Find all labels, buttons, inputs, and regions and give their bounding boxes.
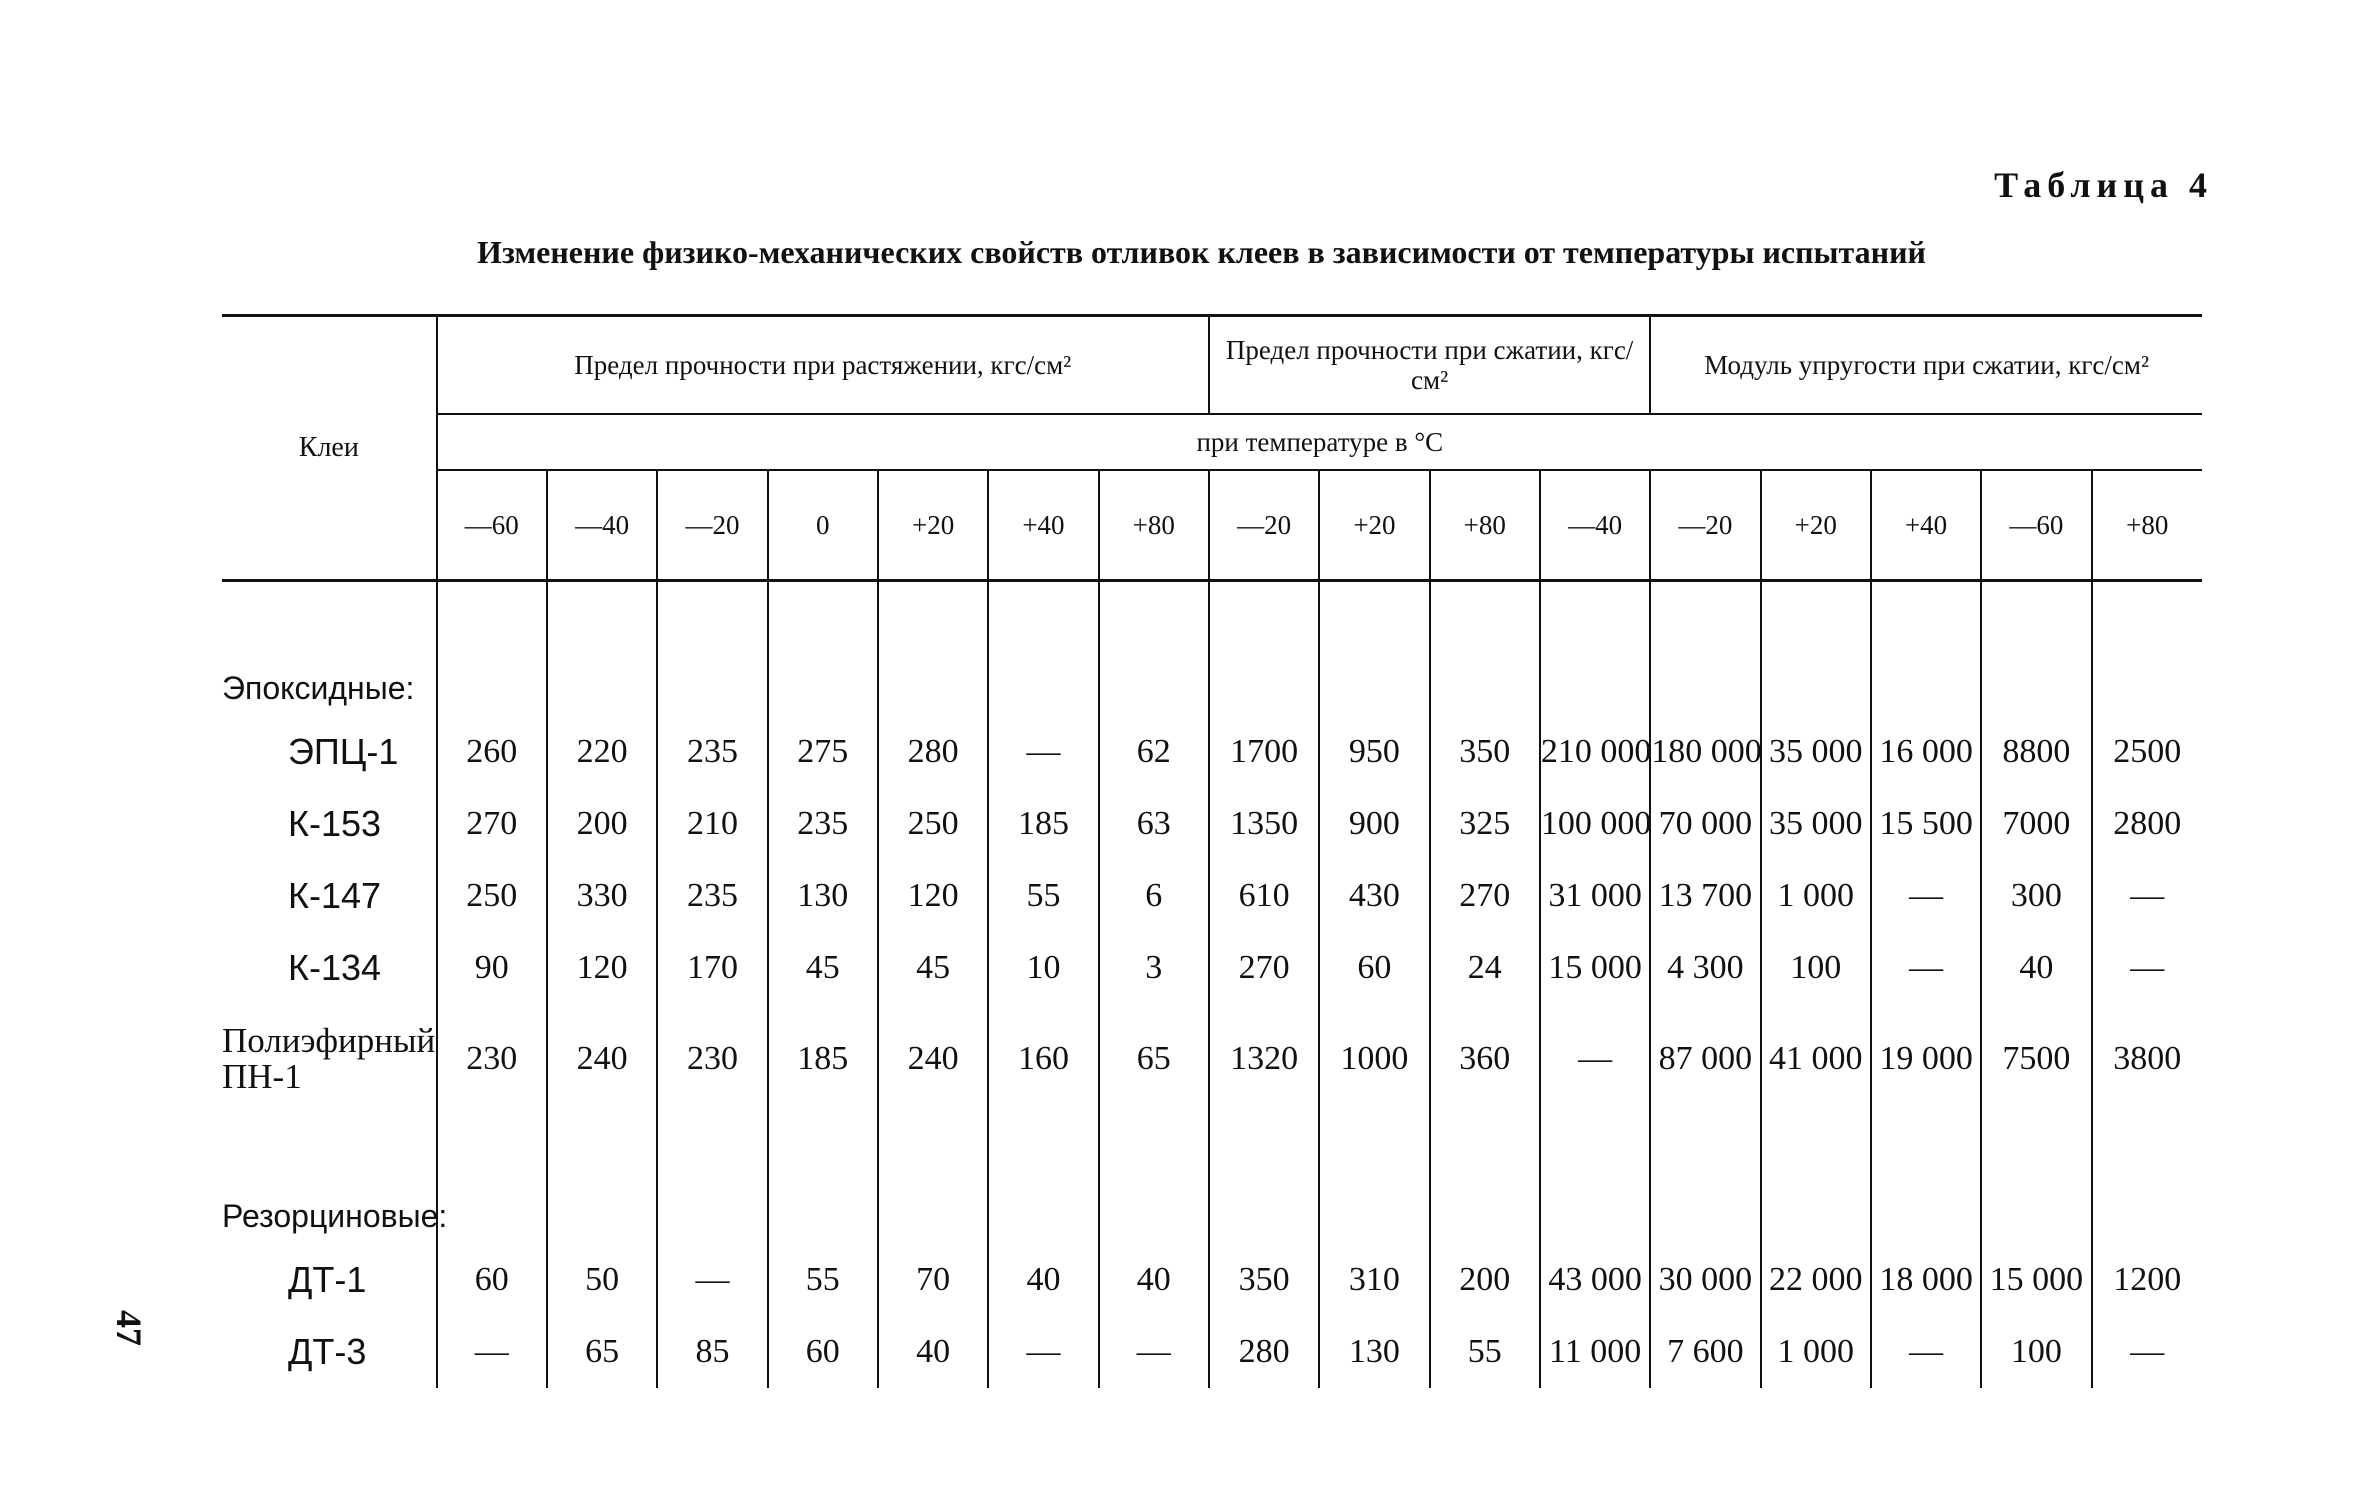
table-cell: 22 000 <box>1761 1244 1871 1316</box>
table-cell: 230 <box>437 1004 547 1114</box>
temp-header: +80 <box>1430 470 1540 581</box>
table-cell: 10 <box>988 932 1098 1004</box>
table-cell: 160 <box>988 1004 1098 1114</box>
table-cell: 24 <box>1430 932 1540 1004</box>
table-cell <box>547 581 657 607</box>
table-cell: 1000 <box>1319 1004 1429 1114</box>
table-cell <box>878 1114 988 1244</box>
table-cell: 350 <box>1430 716 1540 788</box>
table-cell: — <box>1099 1316 1209 1388</box>
table-cell <box>547 606 657 716</box>
table-cell: 15 000 <box>1540 932 1650 1004</box>
table-row <box>222 788 2202 860</box>
table-cell: — <box>2092 932 2202 1004</box>
temp-header: —60 <box>1981 470 2091 581</box>
table-cell <box>1209 1114 1319 1244</box>
table-cell <box>1099 606 1209 716</box>
table-cell <box>1981 581 2091 607</box>
table-cell: 130 <box>1319 1316 1429 1388</box>
header-group-tensile: Предел прочности при растяжении, кгс/см² <box>437 316 1209 415</box>
table-cell: 100 <box>1981 1316 2091 1388</box>
table-cell: 4 300 <box>1650 932 1760 1004</box>
table-cell: — <box>2092 860 2202 932</box>
table-cell: 120 <box>547 932 657 1004</box>
table-cell: 62 <box>1099 716 1209 788</box>
table-cell <box>1430 1114 1540 1244</box>
table-cell: 1700 <box>1209 716 1319 788</box>
table-cell: 65 <box>1099 1004 1209 1114</box>
temp-header: +20 <box>878 470 988 581</box>
table-cell: 15 000 <box>1981 1244 2091 1316</box>
table-cell: 120 <box>878 860 988 932</box>
table-cell: 35 000 <box>1761 788 1871 860</box>
spacer-row <box>222 581 2202 607</box>
table-cell: 7 600 <box>1650 1316 1760 1388</box>
table-cell: 60 <box>768 1316 878 1388</box>
temp-header: +20 <box>1319 470 1429 581</box>
table-cell: 325 <box>1430 788 1540 860</box>
row-name: ДТ-1 <box>288 1259 367 1300</box>
table-cell <box>988 606 1098 716</box>
table-cell: 310 <box>1319 1244 1429 1316</box>
table-cell: — <box>988 716 1098 788</box>
table-cell: 235 <box>768 788 878 860</box>
table-cell: 19 000 <box>1871 1004 1981 1114</box>
table-cell <box>657 606 767 716</box>
table-cell <box>1871 581 1981 607</box>
table-cell: 3800 <box>2092 1004 2202 1114</box>
table-cell: 13 700 <box>1650 860 1760 932</box>
temp-header: —60 <box>437 470 547 581</box>
row-name: Полиэфирный ПН-1 <box>222 1021 436 1096</box>
temp-header: 0 <box>768 470 878 581</box>
table-cell: 70 <box>878 1244 988 1316</box>
table-cell: 250 <box>878 788 988 860</box>
table-cell <box>1099 581 1209 607</box>
table-cell <box>1209 606 1319 716</box>
table-cell <box>1319 1114 1429 1244</box>
table-cell: 2800 <box>2092 788 2202 860</box>
table-cell: 55 <box>1430 1316 1540 1388</box>
table-cell <box>1650 606 1760 716</box>
table-caption: Изменение физико-механических свойств отливок клеев в зависимости от температуры испытаний <box>477 234 1926 270</box>
table-cell: 43 000 <box>1540 1244 1650 1316</box>
table-cell: 45 <box>768 932 878 1004</box>
table-cell <box>768 606 878 716</box>
table-cell: 15 500 <box>1871 788 1981 860</box>
table-cell: — <box>1871 860 1981 932</box>
table-cell <box>1540 581 1650 607</box>
table-cell <box>657 1114 767 1244</box>
table-cell: 250 <box>437 860 547 932</box>
table-cell: 31 000 <box>1540 860 1650 932</box>
table-cell: — <box>2092 1316 2202 1388</box>
table-cell: 270 <box>1209 932 1319 1004</box>
table-cell: 40 <box>988 1244 1098 1316</box>
table-cell: 235 <box>657 860 767 932</box>
table-cell: 16 000 <box>1871 716 1981 788</box>
table-cell: 260 <box>437 716 547 788</box>
table-cell: 185 <box>768 1004 878 1114</box>
table-cell: 280 <box>1209 1316 1319 1388</box>
table-cell <box>437 606 547 716</box>
table-row <box>222 932 2202 1004</box>
table-cell: 63 <box>1099 788 1209 860</box>
temp-header: +40 <box>1871 470 1981 581</box>
table-body <box>222 581 2202 1389</box>
row-name: К-153 <box>288 803 382 844</box>
table-cell <box>2092 1114 2202 1244</box>
group-row <box>222 1114 2202 1244</box>
table-row <box>222 1244 2202 1316</box>
table-cell <box>1099 1114 1209 1244</box>
table-cell <box>1981 606 2091 716</box>
group-row <box>222 606 2202 716</box>
table-cell <box>988 581 1098 607</box>
table-cell: 270 <box>437 788 547 860</box>
table-cell: 2500 <box>2092 716 2202 788</box>
table-cell <box>1871 606 1981 716</box>
table-cell: 7000 <box>1981 788 2091 860</box>
table-cell: 87 000 <box>1650 1004 1760 1114</box>
table-cell: 210 <box>657 788 767 860</box>
table-label: Таблица 4 <box>1994 165 2213 205</box>
temp-header: —40 <box>547 470 657 581</box>
table-cell: 1 000 <box>1761 860 1871 932</box>
table-cell: 610 <box>1209 860 1319 932</box>
table-cell: — <box>657 1244 767 1316</box>
table-cell: — <box>437 1316 547 1388</box>
temp-header: —20 <box>1650 470 1760 581</box>
row-name: Эпоксидные: <box>222 670 415 706</box>
table-cell <box>1981 1114 2091 1244</box>
table-cell: 1320 <box>1209 1004 1319 1114</box>
table-cell: 130 <box>768 860 878 932</box>
table-cell: 1200 <box>2092 1244 2202 1316</box>
table-cell <box>1430 606 1540 716</box>
table-cell: 30 000 <box>1650 1244 1760 1316</box>
table-cell <box>1540 606 1650 716</box>
table-cell: 180 000 <box>1650 716 1760 788</box>
table-cell <box>2092 606 2202 716</box>
row-name: ДТ-3 <box>288 1331 367 1372</box>
table-row <box>222 860 2202 932</box>
table-cell <box>878 606 988 716</box>
table-cell: 900 <box>1319 788 1429 860</box>
table-cell <box>1540 1114 1650 1244</box>
table-cell: 330 <box>547 860 657 932</box>
table-cell: 360 <box>1430 1004 1540 1114</box>
table-cell: 8800 <box>1981 716 2091 788</box>
table-cell: — <box>1871 1316 1981 1388</box>
table-cell <box>1871 1114 1981 1244</box>
table-cell: 11 000 <box>1540 1316 1650 1388</box>
table-cell: 275 <box>768 716 878 788</box>
table-cell: 430 <box>1319 860 1429 932</box>
table-cell <box>657 581 767 607</box>
table-cell: 1 000 <box>1761 1316 1871 1388</box>
table-row <box>222 1004 2202 1114</box>
table-cell <box>878 581 988 607</box>
table-cell: 350 <box>1209 1244 1319 1316</box>
table-cell: 60 <box>437 1244 547 1316</box>
table-cell: 280 <box>878 716 988 788</box>
table-cell: 50 <box>547 1244 657 1316</box>
table-cell: 240 <box>547 1004 657 1114</box>
temp-header: +80 <box>2092 470 2202 581</box>
row-name: К-147 <box>288 875 382 916</box>
table-cell <box>768 581 878 607</box>
table-cell: 240 <box>878 1004 988 1114</box>
table-cell: 35 000 <box>1761 716 1871 788</box>
temp-header: —20 <box>1209 470 1319 581</box>
table-cell <box>437 1114 547 1244</box>
row-name: Резорциновые: <box>222 1198 448 1234</box>
table-cell <box>1761 606 1871 716</box>
table-cell: 85 <box>657 1316 767 1388</box>
temp-header: +20 <box>1761 470 1871 581</box>
table-cell: 300 <box>1981 860 2091 932</box>
table-cell: — <box>1871 932 1981 1004</box>
table-cell: 40 <box>878 1316 988 1388</box>
table-cell <box>1650 581 1760 607</box>
table-cell <box>1650 1114 1760 1244</box>
table-cell: 235 <box>657 716 767 788</box>
table-cell: 100 000 <box>1540 788 1650 860</box>
table-cell <box>988 1114 1098 1244</box>
table-cell: 45 <box>878 932 988 1004</box>
table-cell: 55 <box>768 1244 878 1316</box>
table-cell: 55 <box>988 860 1098 932</box>
header-temperatures <box>222 470 2202 581</box>
table-cell: 950 <box>1319 716 1429 788</box>
row-name <box>222 581 437 607</box>
table-cell: — <box>1540 1004 1650 1114</box>
header-group-modulus: Модуль упругости при сжатии, кгс/см² <box>1650 316 2202 415</box>
properties-table <box>222 314 2202 1388</box>
table-cell: 220 <box>547 716 657 788</box>
table-cell <box>1761 1114 1871 1244</box>
table-cell <box>437 581 547 607</box>
table-cell: 65 <box>547 1316 657 1388</box>
temp-header: +40 <box>988 470 1098 581</box>
temp-header: —20 <box>657 470 767 581</box>
table-row <box>222 1316 2202 1388</box>
table-cell <box>547 1114 657 1244</box>
table-cell: 7500 <box>1981 1004 2091 1114</box>
table-cell: 270 <box>1430 860 1540 932</box>
header-adhesives: Клеи <box>222 316 437 581</box>
table-cell: 6 <box>1099 860 1209 932</box>
header-group-compressive: Предел прочности при сжатии, кгс/см² <box>1209 316 1650 415</box>
table-cell <box>768 1114 878 1244</box>
table-row <box>222 716 2202 788</box>
table-cell: 90 <box>437 932 547 1004</box>
temp-header: —40 <box>1540 470 1650 581</box>
table-cell: 200 <box>547 788 657 860</box>
table-cell <box>1430 581 1540 607</box>
table-cell: 170 <box>657 932 767 1004</box>
table-cell: 1350 <box>1209 788 1319 860</box>
header-temperature-row: при температуре в °С <box>437 414 2202 470</box>
table-cell <box>1761 581 1871 607</box>
table-cell: 230 <box>657 1004 767 1114</box>
row-name: К-134 <box>288 947 382 988</box>
table-cell: 70 000 <box>1650 788 1760 860</box>
table-cell: 3 <box>1099 932 1209 1004</box>
table-cell: — <box>988 1316 1098 1388</box>
table-cell <box>1319 581 1429 607</box>
table-cell: 200 <box>1430 1244 1540 1316</box>
table-cell: 60 <box>1319 932 1429 1004</box>
temp-header: +80 <box>1099 470 1209 581</box>
table-cell: 40 <box>1981 932 2091 1004</box>
table-cell: 185 <box>988 788 1098 860</box>
table-cell <box>1209 581 1319 607</box>
table-cell: 18 000 <box>1871 1244 1981 1316</box>
table-cell: 210 000 <box>1540 716 1650 788</box>
table-cell: 41 000 <box>1761 1004 1871 1114</box>
table-cell: 100 <box>1761 932 1871 1004</box>
table-cell <box>1319 606 1429 716</box>
table-cell <box>2092 581 2202 607</box>
row-name: ЭПЦ-1 <box>288 731 399 772</box>
table-cell: 40 <box>1099 1244 1209 1316</box>
page-number: 47 <box>109 1310 149 1346</box>
